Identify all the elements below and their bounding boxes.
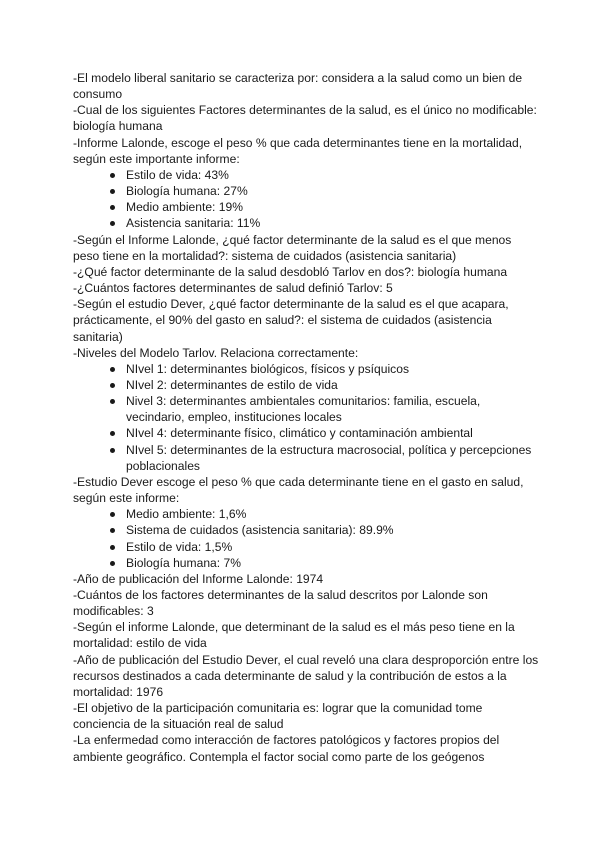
question-tarlov-levels: -Niveles del Modelo Tarlov. Relaciona correctamente: (73, 345, 359, 360)
question-dever-year: -Año de publicación del Estudio Dever, el cual reveló una clara desproporción entre los recursos destinados a cada determinante de salud y la contribución de estos a la mortalidad: 1976 (73, 652, 539, 699)
bullet-icon (110, 528, 115, 533)
bullet-icon (110, 221, 115, 226)
question-non-modifiable-factor: -Cual de los siguientes Factores determinantes de la salud, es el único no modificable: biología humana (73, 103, 537, 134)
tarlov-levels-list (73, 361, 540, 474)
question-lalonde-least-weight: -Según el Informe Lalonde, ¿qué factor determinante de la salud es el que menos peso tiene en la mortalidad?: sistema de cuidados (asistencia sanitaria) (73, 232, 512, 263)
lalonde-weights-list (73, 167, 540, 232)
bullet-icon (110, 189, 115, 194)
bullet-icon (110, 448, 115, 453)
question-lalonde-mortality-weights: -Informe Lalonde, escoge el peso % que cada determinantes tiene en la mortalidad, según este importante informe: (73, 135, 523, 166)
list-item: Asistencia sanitaria: 11% (110, 215, 540, 231)
bullet-icon (110, 512, 115, 517)
list-item: NIvel 2: determinantes de estilo de vida (110, 377, 540, 393)
bullet-icon (110, 383, 115, 388)
list-item: Estilo de vida: 1,5% (110, 539, 540, 555)
question-dever-weights: -Estudio Dever escoge el peso % que cada determinante tiene en el gasto en salud, según este informe: (73, 474, 524, 506)
question-tarlov-split: -¿Qué factor determinante de la salud desdobló Tarlov en dos?: biología humana (73, 264, 508, 279)
question-liberal-model: -El modelo liberal sanitario se caracteriza por: considera a la salud como un bien de consumo (73, 71, 523, 102)
list-item: NIvel 4: determinante físico, climático y contaminación ambiental (110, 425, 540, 441)
list-item: Nivel 3: determinantes ambientales comunitarios: familia, escuela, vecindario, empleo, instituciones locales (110, 393, 540, 425)
list-item: Estilo de vida: 43% (110, 167, 540, 183)
dever-weights-list (73, 506, 540, 571)
list-item: Medio ambiente: 19% (110, 199, 540, 215)
question-tarlov-count: -¿Cuántos factores determinantes de salud definió Tarlov: 5 (73, 281, 393, 296)
bullet-icon (110, 399, 115, 404)
bullet-icon (110, 205, 115, 210)
list-item: Sistema de cuidados (asistencia sanitaria): 89.9% (110, 522, 540, 538)
bullet-icon (110, 545, 115, 550)
bullet-icon (110, 173, 115, 178)
question-community-participation: -El objetivo de la participación comunitaria es: lograr que la comunidad tome conciencia de la situación real de salud (73, 701, 483, 732)
list-item: Medio ambiente: 1,6% (110, 506, 540, 522)
bullet-icon (110, 561, 115, 566)
list-item: NIvel 1: determinantes biológicos, físicos y psíquicos (110, 361, 540, 377)
list-item: Biología humana: 27% (110, 183, 540, 199)
bullet-icon (110, 431, 115, 436)
question-lalonde-most-weight: -Según el informe Lalonde, que determinant de la salud es el más peso tiene en la mortalidad: estilo de vida (73, 620, 515, 651)
bullet-icon (110, 367, 115, 372)
question-lalonde-modifiable: -Cuántos de los factores determinantes de la salud descritos por Lalonde son modificables: 3 (73, 588, 488, 619)
question-disease-interaction: -La enfermedad como interacción de factores patológicos y factores propios del ambiente geográfico. Contempla el factor social como parte de los geógenos (73, 733, 500, 764)
list-item: NIvel 5: determinantes de la estructura macrosocial, política y percepciones poblacionales (110, 442, 540, 474)
list-item: Biología humana: 7% (110, 555, 540, 571)
question-dever-spending: -Según el estudio Dever, ¿qué factor determinante de la salud es el que acapara, prácticamente, el 90% del gasto en salud?: el sistema de cuidados (asistencia sanitaria) (73, 297, 509, 344)
question-lalonde-year: -Año de publicación del Informe Lalonde: 1974 (73, 571, 324, 586)
